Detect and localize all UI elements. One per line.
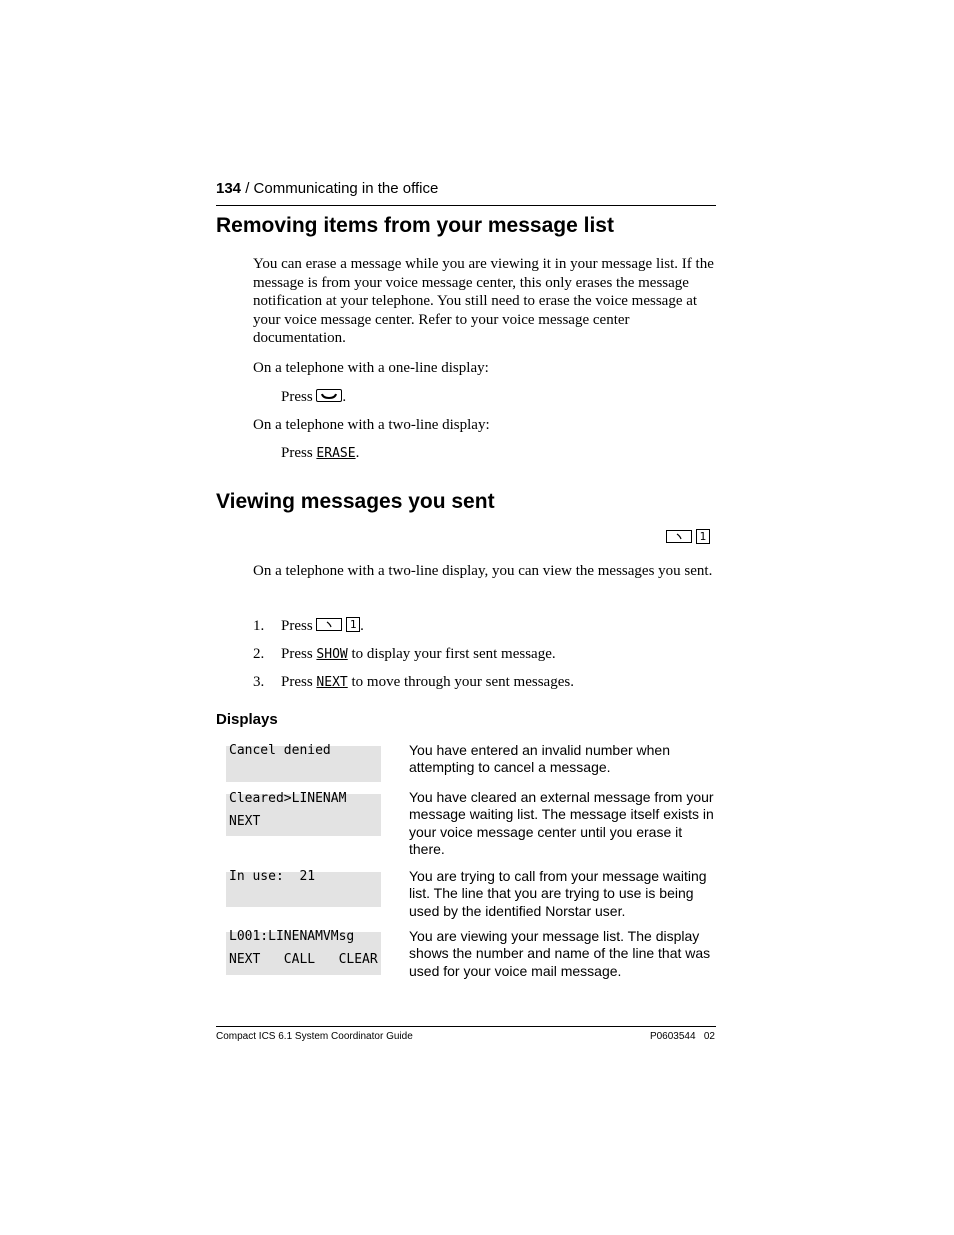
lcd-display-message-list	[226, 929, 381, 975]
feature-key-icon	[666, 530, 692, 543]
lcd-line-2: NEXT CALL CLEAR	[229, 952, 378, 967]
step-1	[253, 618, 264, 635]
lcd-display-cleared	[226, 791, 381, 836]
lcd-display-cancel-denied	[226, 743, 381, 782]
running-header	[216, 180, 716, 197]
lcd-line-1: Cleared>LINENAM	[229, 791, 347, 806]
step-3	[253, 674, 264, 691]
header-section: / Communicating in the office	[245, 180, 439, 197]
press-word: Press	[281, 646, 313, 662]
step-number: 3.	[253, 674, 265, 690]
lcd-line-1: L001:LINENAMVMsg	[229, 929, 355, 944]
release-key-icon	[316, 389, 342, 402]
step-3-body	[281, 674, 574, 691]
step-2-body	[281, 646, 556, 663]
footer-rule	[216, 1026, 716, 1027]
lcd-line-1: Cancel denied	[229, 743, 331, 758]
next-softkey: NEXT	[316, 675, 348, 690]
press-word: Press	[281, 674, 313, 690]
display-description: You have entered an invalid number when attempting to cancel a message.	[409, 742, 671, 776]
period: .	[342, 389, 347, 405]
footer-doc-number: P0603544 02	[649, 1031, 715, 1042]
one-line-display-label: On a telephone with a one-line display:	[253, 360, 489, 376]
step-text: .	[360, 618, 364, 634]
feature-key-icon	[316, 618, 342, 631]
press-word: Press	[281, 618, 313, 634]
step-1-body	[281, 618, 364, 635]
digit-1-key: 1	[696, 529, 710, 544]
lcd-line-2: NEXT	[229, 814, 261, 829]
display-description: You have cleared an external message from your message waiting list. The message itself exists in your voice message center until you erase it there.	[409, 789, 714, 858]
step-number: 1.	[253, 618, 265, 634]
erase-softkey: ERASE	[316, 446, 356, 461]
feature-code	[666, 530, 710, 547]
header-rule	[216, 205, 716, 206]
step-text: to move through your sent messages.	[351, 674, 574, 690]
removing-intro: You can erase a message while you are viewing it in your message list. If the message is from your voice message center, this only erases the message notification at your telephone. You still need to erase the voice message at your voice message center. Refer to your voice message center documentation.	[253, 256, 714, 347]
press-word: Press	[281, 445, 313, 461]
lcd-line-1: In use: 21	[229, 869, 316, 884]
display-description: You are viewing your message list. The display shows the number and name of the line that was used for your voice mail message.	[409, 928, 711, 979]
page-number: 134	[216, 180, 242, 197]
show-softkey: SHOW	[316, 647, 348, 662]
one-line-press-step	[281, 389, 346, 406]
period: .	[355, 445, 360, 461]
step-number: 2.	[253, 646, 265, 662]
section-title-removing: Removing items from your message list	[216, 214, 614, 237]
footer-title: Compact ICS 6.1 System Coordinator Guide	[216, 1031, 413, 1042]
two-line-display-label: On a telephone with a two-line display:	[253, 417, 490, 433]
viewing-intro: On a telephone with a two-line display, you can view the messages you sent.	[253, 563, 713, 579]
lcd-display-in-use	[226, 869, 381, 907]
step-text: to display your first sent message.	[351, 646, 556, 662]
press-word: Press	[281, 389, 313, 405]
display-description: You are trying to call from your message waiting list. The line that you are trying to use is being used by the identified Norstar user.	[409, 868, 707, 919]
two-line-press-step	[281, 445, 359, 462]
displays-heading: Displays	[216, 711, 278, 728]
step-2	[253, 646, 264, 663]
section-title-viewing: Viewing messages you sent	[216, 490, 495, 513]
digit-1-key: 1	[346, 617, 360, 632]
